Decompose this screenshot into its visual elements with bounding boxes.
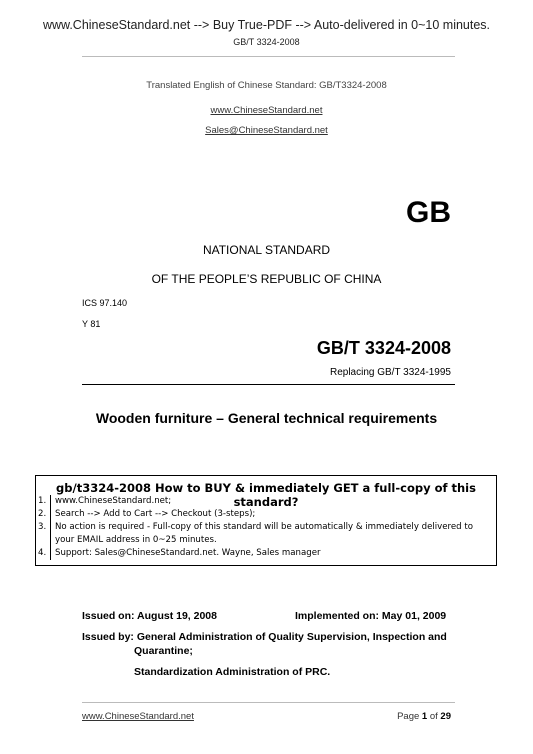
- implemented-on-date: Implemented on: May 01, 2009: [295, 610, 447, 622]
- buy-box-title: gb/t3324-2008 How to BUY & immediately GET a full-copy of this standard?: [56, 481, 476, 509]
- step-number: 2.: [36, 508, 51, 521]
- issued-by-line1: Issued by: General Administration of Quality Supervision, Inspection and: [82, 631, 447, 643]
- step-text: Search --> Add to Cart --> Checkout (3-steps);: [55, 509, 256, 519]
- header-divider: [82, 56, 455, 57]
- replacing-note: Replacing GB/T 3324-1995: [329, 367, 451, 378]
- republic-heading: OF THE PEOPLE’S REPUBLIC OF CHINA: [151, 272, 382, 286]
- website-link[interactable]: www.ChineseStandard.net: [210, 105, 323, 116]
- header-standard-code: GB/T 3324-2008: [233, 37, 300, 47]
- step-text: No action is required - Full-copy of this standard will be automatically & immediately delivered to: [55, 522, 473, 532]
- national-standard-heading: NATIONAL STANDARD: [202, 243, 331, 257]
- list-item: [36, 534, 496, 547]
- translated-note: Translated English of Chinese Standard: GB/T3324-2008: [146, 80, 387, 91]
- website-link-wrap: [0, 100, 533, 118]
- footer-divider: [82, 702, 455, 703]
- footer-website-link[interactable]: www.ChineseStandard.net: [82, 711, 194, 722]
- issued-by-line3: Standardization Administration of PRC.: [134, 666, 331, 678]
- step-number: 1.: [36, 495, 51, 508]
- buy-instructions-box: [35, 475, 497, 566]
- list-item: [36, 495, 496, 508]
- step-text: www.ChineseStandard.net;: [55, 496, 172, 506]
- page-of: of: [429, 711, 438, 722]
- page-total: 29: [440, 711, 451, 722]
- page-current: 1: [421, 711, 428, 722]
- gb-mark: GB: [406, 196, 451, 229]
- classification-code: Y 81: [82, 319, 101, 329]
- list-item: [36, 521, 496, 534]
- email-link-wrap: [0, 120, 533, 138]
- step-text-continuation: your EMAIL address in 0~25 minutes.: [55, 535, 217, 545]
- step-number: 4.: [36, 547, 51, 560]
- page-indicator: [397, 711, 451, 722]
- ics-code: ICS 97.140: [82, 298, 128, 308]
- document-title: Wooden furniture – General technical requirements: [95, 410, 438, 426]
- list-item: [36, 547, 496, 560]
- standard-code: GB/T 3324-2008: [316, 338, 451, 358]
- step-number: 3.: [36, 521, 51, 534]
- step-number: [36, 534, 51, 547]
- issued-by-line2: Quarantine;: [134, 645, 193, 657]
- title-divider: [82, 384, 455, 385]
- issued-on-date: Issued on: August 19, 2008: [82, 610, 217, 622]
- list-item: [36, 508, 496, 521]
- buy-steps-list: [36, 495, 496, 560]
- email-link[interactable]: Sales@ChineseStandard.net: [205, 125, 328, 136]
- header-promo-line: www.ChineseStandard.net --> Buy True-PDF --> Auto-delivered in 0~10 minutes.: [42, 18, 491, 32]
- step-text: Support: Sales@ChineseStandard.net. Wayne, Sales manager: [55, 548, 321, 558]
- page-label: Page: [397, 711, 420, 722]
